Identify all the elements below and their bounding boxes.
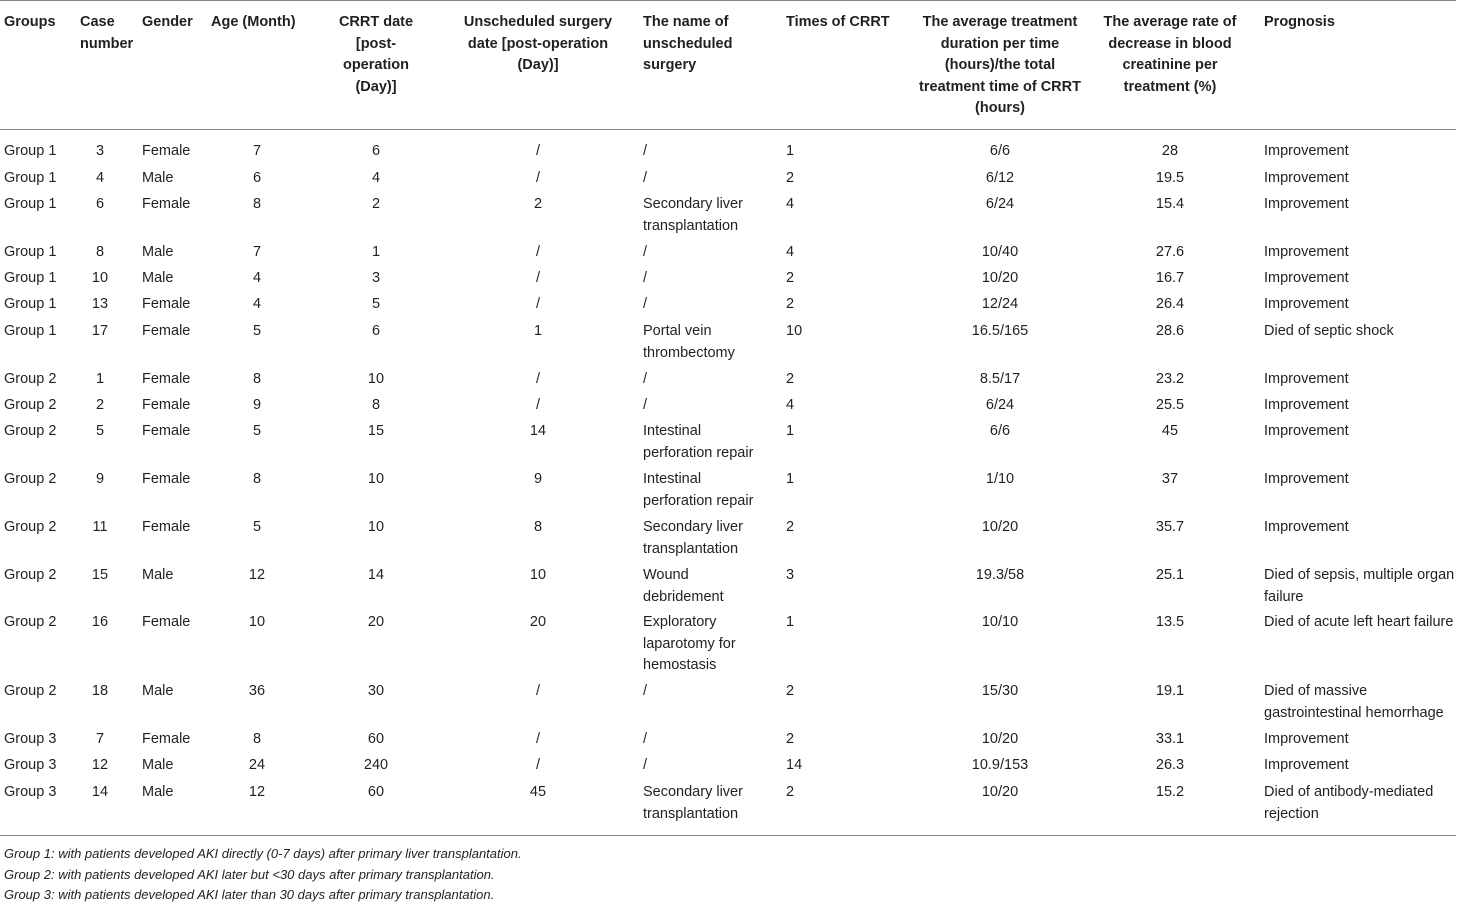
cell-creatinine-decrease: 13.5 <box>1155 614 1185 630</box>
footnote-group-3: Group 3: with patients developed AKI later than 30 days after primary transplantation. <box>4 887 495 902</box>
cell-unscheduled-date: / <box>535 397 541 413</box>
cell-prognosis: Improvement <box>1264 270 1349 286</box>
cell-gender: Female <box>142 323 191 339</box>
cell-times-of-crrt: 2 <box>786 784 795 800</box>
cell-age: 7 <box>252 244 262 260</box>
cell-surgery-name: Exploratory laparotomy for hemostasis <box>643 614 736 673</box>
cell-case-number: 7 <box>95 731 105 747</box>
cell-times-of-crrt: 2 <box>786 296 795 312</box>
cell-creatinine-decrease: 26.3 <box>1155 757 1185 773</box>
table-footnotes <box>4 844 522 906</box>
cell-prognosis: Improvement <box>1264 731 1349 747</box>
cell-crrt-date: 6 <box>371 143 381 159</box>
cell-creatinine-decrease: 45 <box>1161 423 1179 439</box>
cell-prognosis: Improvement <box>1264 757 1349 773</box>
cell-prognosis: Died of antibody-mediated rejection <box>1264 784 1434 822</box>
cell-surgery-name: / <box>643 683 648 699</box>
cell-treatment-duration: 6/24 <box>985 397 1015 413</box>
cell-crrt-date: 20 <box>367 614 385 630</box>
cell-surgery-name: / <box>643 270 648 286</box>
cell-prognosis: Died of septic shock <box>1264 323 1394 339</box>
cell-treatment-duration: 10/20 <box>981 731 1019 747</box>
cell-age: 12 <box>248 567 266 583</box>
cell-treatment-duration: 15/30 <box>981 683 1019 699</box>
cell-crrt-date: 10 <box>367 471 385 487</box>
cell-unscheduled-date: 9 <box>533 471 543 487</box>
cell-times-of-crrt: 1 <box>786 471 795 487</box>
cell-case-number: 18 <box>91 683 109 699</box>
cell-times-of-crrt: 1 <box>786 143 795 159</box>
cell-gender: Female <box>142 397 191 413</box>
cell-prognosis: Improvement <box>1264 423 1349 439</box>
cell-creatinine-decrease: 37 <box>1161 471 1179 487</box>
cell-crrt-date: 6 <box>371 323 381 339</box>
cell-unscheduled-date: / <box>535 683 541 699</box>
cell-gender: Male <box>142 170 174 186</box>
cell-gender: Male <box>142 567 174 583</box>
cell-case-number: 14 <box>91 784 109 800</box>
cell-gender: Female <box>142 614 191 630</box>
cell-creatinine-decrease: 25.1 <box>1155 567 1185 583</box>
cell-group: Group 1 <box>4 143 57 159</box>
header-surgery-name: The name of unscheduled surgery <box>643 14 733 73</box>
cell-surgery-name: Secondary liver transplantation <box>643 784 743 822</box>
cell-case-number: 9 <box>95 471 105 487</box>
cell-crrt-date: 5 <box>371 296 381 312</box>
cell-surgery-name: / <box>643 757 648 773</box>
cell-unscheduled-date: / <box>535 244 541 260</box>
cell-group: Group 3 <box>4 784 57 800</box>
cell-treatment-duration: 10/10 <box>981 614 1019 630</box>
cell-times-of-crrt: 3 <box>786 567 795 583</box>
cell-age: 12 <box>248 784 266 800</box>
cell-treatment-duration: 6/6 <box>989 143 1011 159</box>
cell-treatment-duration: 12/24 <box>981 296 1019 312</box>
cell-group: Group 1 <box>4 244 57 260</box>
cell-prognosis: Died of acute left heart failure <box>1264 614 1454 630</box>
cell-age: 8 <box>252 371 262 387</box>
cell-creatinine-decrease: 25.5 <box>1155 397 1185 413</box>
cell-gender: Female <box>142 196 191 212</box>
cell-age: 9 <box>252 397 262 413</box>
header-creatinine-decrease: The average rate of decrease in blood creatinine per treatment (%) <box>1103 14 1237 95</box>
cell-age: 7 <box>252 143 262 159</box>
cell-unscheduled-date: 2 <box>533 196 543 212</box>
cell-times-of-crrt: 1 <box>786 614 795 630</box>
footnote-group-1: Group 1: with patients developed AKI directly (0-7 days) after primary liver transplantation. <box>4 846 522 861</box>
cell-unscheduled-date: / <box>535 731 541 747</box>
table-header <box>0 0 1460 128</box>
cell-unscheduled-date: 14 <box>529 423 547 439</box>
cell-group: Group 1 <box>4 296 57 312</box>
cell-unscheduled-date: / <box>535 170 541 186</box>
cell-case-number: 8 <box>95 244 105 260</box>
cell-times-of-crrt: 2 <box>786 270 795 286</box>
cell-age: 5 <box>252 323 262 339</box>
cell-case-number: 3 <box>95 143 105 159</box>
cell-creatinine-decrease: 19.1 <box>1155 683 1185 699</box>
cell-surgery-name: Secondary liver transplantation <box>643 519 743 557</box>
cell-unscheduled-date: / <box>535 296 541 312</box>
header-treatment-duration: The average treatment duration per time (hours)/the total treatment time of CRRT (hours) <box>919 14 1081 116</box>
cell-unscheduled-date: / <box>535 270 541 286</box>
cell-times-of-crrt: 14 <box>786 757 803 773</box>
cell-age: 8 <box>252 731 262 747</box>
cell-gender: Male <box>142 244 174 260</box>
cell-surgery-name: / <box>643 397 648 413</box>
cell-prognosis: Died of sepsis, multiple organ failure <box>1264 567 1455 605</box>
cell-age: 5 <box>252 423 262 439</box>
cell-unscheduled-date: 10 <box>529 567 547 583</box>
header-unscheduled-surgery-date: Unscheduled surgery date [post-operation (Day)] <box>463 14 613 73</box>
cell-creatinine-decrease: 15.4 <box>1155 196 1185 212</box>
cell-gender: Female <box>142 423 191 439</box>
header-gender: Gender <box>142 14 193 30</box>
cell-group: Group 2 <box>4 471 57 487</box>
cell-treatment-duration: 10/20 <box>981 784 1019 800</box>
header-crrt-date: CRRT date [post-operation (Day)] <box>338 14 414 95</box>
cell-case-number: 10 <box>91 270 109 286</box>
cell-age: 10 <box>248 614 266 630</box>
cell-prognosis: Died of massive gastrointestinal hemorrhage <box>1264 683 1444 721</box>
cell-age: 6 <box>252 170 262 186</box>
cell-case-number: 5 <box>95 423 105 439</box>
cell-surgery-name: / <box>643 143 648 159</box>
cell-gender: Male <box>142 757 174 773</box>
cell-case-number: 11 <box>92 519 108 535</box>
cell-creatinine-decrease: 33.1 <box>1155 731 1185 747</box>
cell-prognosis: Improvement <box>1264 196 1349 212</box>
cell-age: 5 <box>252 519 262 535</box>
cell-treatment-duration: 10/40 <box>981 244 1019 260</box>
cell-treatment-duration: 6/24 <box>985 196 1015 212</box>
header-rule <box>0 129 1456 130</box>
cell-age: 4 <box>252 270 262 286</box>
cell-crrt-date: 8 <box>371 397 381 413</box>
cell-times-of-crrt: 10 <box>786 323 803 339</box>
cell-unscheduled-date: 45 <box>529 784 547 800</box>
cell-times-of-crrt: 1 <box>786 423 795 439</box>
cell-group: Group 3 <box>4 731 57 747</box>
cell-treatment-duration: 19.3/58 <box>975 567 1025 583</box>
cell-case-number: 15 <box>91 567 109 583</box>
header-age: Age (Month) <box>211 14 296 30</box>
cell-crrt-date: 60 <box>367 731 385 747</box>
cell-gender: Male <box>142 683 174 699</box>
cell-gender: Female <box>142 519 191 535</box>
cell-creatinine-decrease: 23.2 <box>1155 371 1185 387</box>
cell-case-number: 4 <box>95 170 105 186</box>
cell-group: Group 1 <box>4 196 57 212</box>
cell-age: 24 <box>248 757 266 773</box>
cell-unscheduled-date: 8 <box>533 519 543 535</box>
cell-treatment-duration: 6/6 <box>989 423 1011 439</box>
cell-gender: Female <box>142 143 191 159</box>
header-case-number: Case number <box>80 14 134 52</box>
cell-gender: Female <box>142 471 191 487</box>
cell-gender: Male <box>142 270 174 286</box>
cell-group: Group 2 <box>4 567 57 583</box>
cell-case-number: 16 <box>91 614 109 630</box>
cell-times-of-crrt: 4 <box>786 244 795 260</box>
cell-treatment-duration: 8.5/17 <box>979 371 1021 387</box>
cell-crrt-date: 2 <box>371 196 381 212</box>
cell-surgery-name: Secondary liver transplantation <box>643 196 743 234</box>
cell-creatinine-decrease: 26.4 <box>1155 296 1185 312</box>
cell-times-of-crrt: 2 <box>786 371 795 387</box>
cell-crrt-date: 10 <box>367 519 385 535</box>
cell-surgery-name: Intestinal perforation repair <box>643 423 754 461</box>
cell-group: Group 2 <box>4 614 57 630</box>
cell-treatment-duration: 10/20 <box>981 519 1019 535</box>
cell-age: 36 <box>248 683 266 699</box>
cell-crrt-date: 14 <box>367 567 385 583</box>
cell-group: Group 2 <box>4 423 57 439</box>
cell-times-of-crrt: 2 <box>786 170 795 186</box>
cell-surgery-name: Wound debridement <box>643 567 724 605</box>
header-times-of-crrt: Times of CRRT <box>786 14 890 30</box>
cell-crrt-date: 10 <box>367 371 385 387</box>
cell-prognosis: Improvement <box>1264 471 1349 487</box>
cell-creatinine-decrease: 16.7 <box>1155 270 1185 286</box>
header-groups: Groups <box>4 14 56 30</box>
cell-prognosis: Improvement <box>1264 170 1349 186</box>
cell-unscheduled-date: / <box>535 757 541 773</box>
cell-case-number: 6 <box>95 196 105 212</box>
cell-surgery-name: Portal vein thrombectomy <box>643 323 735 361</box>
cell-crrt-date: 4 <box>371 170 381 186</box>
cell-prognosis: Improvement <box>1264 519 1349 535</box>
cell-gender: Male <box>142 784 174 800</box>
cell-times-of-crrt: 2 <box>786 519 795 535</box>
cell-group: Group 2 <box>4 519 57 535</box>
cell-creatinine-decrease: 15.2 <box>1155 784 1185 800</box>
cell-crrt-date: 3 <box>371 270 381 286</box>
cell-surgery-name: / <box>643 371 648 387</box>
cell-crrt-date: 240 <box>363 757 389 773</box>
cell-unscheduled-date: 20 <box>529 614 547 630</box>
cell-treatment-duration: 10/20 <box>981 270 1019 286</box>
cell-group: Group 2 <box>4 397 57 413</box>
cell-treatment-duration: 6/12 <box>985 170 1015 186</box>
cell-unscheduled-date: / <box>535 371 541 387</box>
footnote-group-2: Group 2: with patients developed AKI later but <30 days after primary transplantation. <box>4 866 495 882</box>
cell-case-number: 2 <box>95 397 105 413</box>
cell-unscheduled-date: / <box>535 143 541 159</box>
header-prognosis: Prognosis <box>1264 14 1335 30</box>
cell-treatment-duration: 1/10 <box>985 471 1015 487</box>
cell-unscheduled-date: 1 <box>533 323 543 339</box>
cell-crrt-date: 60 <box>367 784 385 800</box>
cell-gender: Female <box>142 296 191 312</box>
cell-prognosis: Improvement <box>1264 397 1349 413</box>
cell-crrt-date: 1 <box>371 244 381 260</box>
cell-gender: Female <box>142 731 191 747</box>
cell-prognosis: Improvement <box>1264 143 1349 159</box>
cell-age: 4 <box>252 296 262 312</box>
cell-group: Group 1 <box>4 270 57 286</box>
cell-surgery-name: / <box>643 731 648 747</box>
cell-times-of-crrt: 4 <box>786 196 795 212</box>
cell-age: 8 <box>252 196 262 212</box>
cell-gender: Female <box>142 371 191 387</box>
cell-treatment-duration: 16.5/165 <box>971 323 1029 339</box>
cell-case-number: 13 <box>91 296 109 312</box>
cell-surgery-name: / <box>643 296 648 312</box>
cell-group: Group 3 <box>4 757 57 773</box>
cell-surgery-name: / <box>643 244 648 260</box>
cell-crrt-date: 30 <box>367 683 385 699</box>
cell-case-number: 17 <box>91 323 109 339</box>
cell-group: Group 1 <box>4 170 57 186</box>
cell-surgery-name: Intestinal perforation repair <box>643 471 754 509</box>
cell-creatinine-decrease: 28 <box>1161 143 1179 159</box>
cell-age: 8 <box>252 471 262 487</box>
cell-creatinine-decrease: 28.6 <box>1155 323 1185 339</box>
cell-times-of-crrt: 2 <box>786 683 795 699</box>
cell-creatinine-decrease: 27.6 <box>1155 244 1185 260</box>
cell-group: Group 1 <box>4 323 57 339</box>
top-rule <box>0 0 1456 1</box>
cell-creatinine-decrease: 19.5 <box>1155 170 1185 186</box>
cell-creatinine-decrease: 35.7 <box>1155 519 1185 535</box>
cell-treatment-duration: 10.9/153 <box>971 757 1029 773</box>
cell-group: Group 2 <box>4 371 57 387</box>
cell-surgery-name: / <box>643 170 648 186</box>
bottom-rule <box>0 835 1456 836</box>
cell-case-number: 1 <box>95 371 105 387</box>
cell-prognosis: Improvement <box>1264 244 1349 260</box>
cell-times-of-crrt: 4 <box>786 397 795 413</box>
cell-crrt-date: 15 <box>367 423 385 439</box>
cell-prognosis: Improvement <box>1264 371 1349 387</box>
cell-times-of-crrt: 2 <box>786 731 795 747</box>
cell-case-number: 12 <box>91 757 109 773</box>
cell-group: Group 2 <box>4 683 57 699</box>
cell-prognosis: Improvement <box>1264 296 1349 312</box>
